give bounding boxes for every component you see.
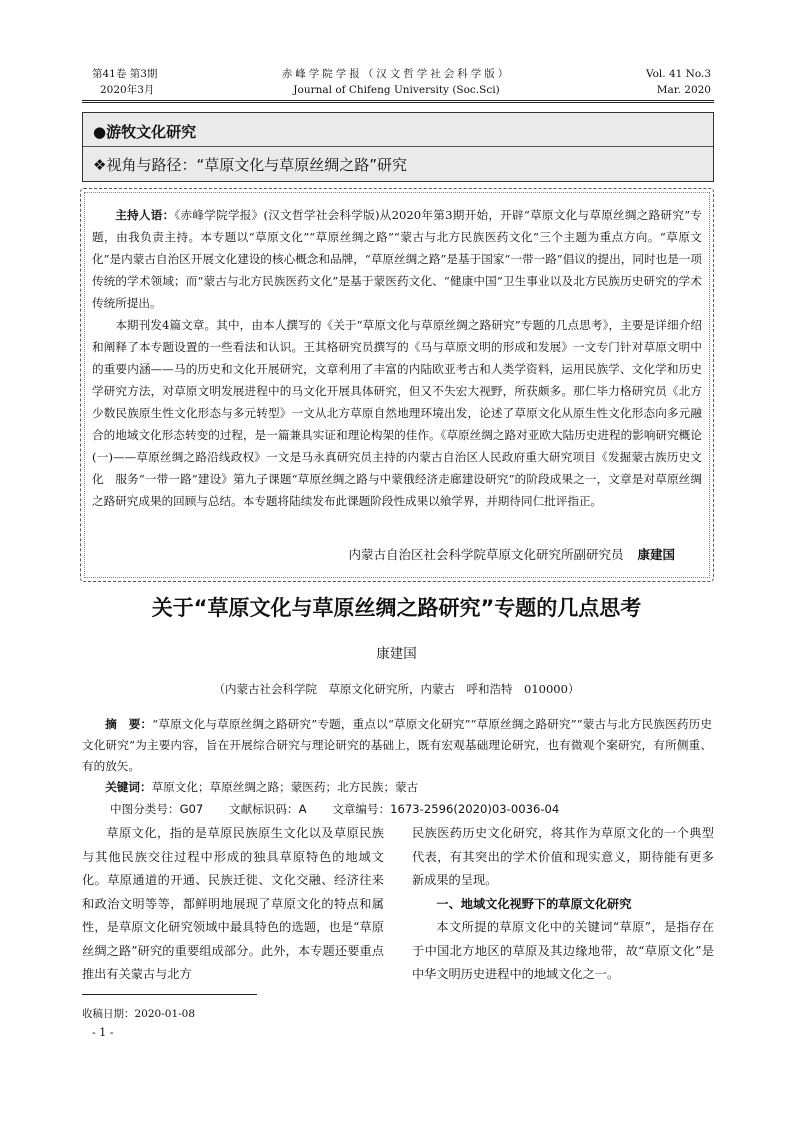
abstract-label: 摘 要： (105, 717, 153, 731)
abstract-text: “草原文化与草原丝绸之路研究”专题，重点以“草原文化研究”“草原丝绸之路研究”“蒙古与北方民族医药历史文化研究”为主要内容，旨在开展综合研究与理论研究的基础上，既有宏观基础理论研究，也有微观个案研究，有所侧重、有的放矢。 (82, 717, 712, 773)
header-rule (82, 100, 714, 106)
body-paragraph: 草原文化，指的是草原民族原生文化以及草原民族与其他民族交往过程中形成的独具草原特色的地域文化。草原通道的开通、民族迁徙、文化交融、经济往来和政治文明等等，都鲜明地展现了草原文化的特点和属性，是草原文化研究领域中最具特色的选题，也是“草原丝绸之路”研究的重要组成部分。此外，本专题还要重点推出有关蒙古与北方 (82, 826, 384, 981)
header-date: 2020年3月 (100, 84, 155, 96)
abstract-block (82, 714, 712, 798)
column-divider (83, 146, 713, 147)
header-journal-en: Journal of Chifeng University (Soc.Sci) (293, 84, 500, 96)
column-subtitle: ❖视角与路径：“草原文化与草原丝绸之路”研究 (93, 156, 407, 174)
signature-role: 内蒙古自治区社会科学院草原文化研究所副研究员 (348, 547, 624, 562)
received-date: 收稿日期：2020-01-08 (82, 1008, 196, 1020)
header-volume: 第41卷 第3期 (92, 68, 158, 80)
keywords-text: 草原文化；草原丝绸之路；蒙医药；北方民族；蒙古 (151, 780, 419, 794)
header-date-en: Mar. 2020 (656, 84, 711, 96)
document-code: 文献标识码：A (229, 802, 307, 816)
body-column-left (82, 822, 384, 987)
header-vol-en: Vol. 41 No.3 (645, 68, 711, 80)
article-author: 康建国 (376, 646, 417, 662)
body-column-right (412, 822, 714, 987)
body-paragraph-continued: 民族医药历史文化研究，将其作为草原文化的一个典型代表，有其突出的学术价值和现实意义，期待能有更多新成果的呈现。 (412, 826, 714, 887)
signature-name: 康建国 (637, 547, 675, 562)
section-heading: 一、地域文化视野下的草原文化研究 (436, 896, 632, 911)
host-intro-paragraph-2: 本期刊发4篇文章。其中，由本人撰写的《关于“草原文化与草原丝绸之路研究”专题的几点思考》，主要是详细介绍和阐释了本专题设置的一些看法和认识。王其格研究员撰写的《马与草原文明的形成和发展》一文专门针对草原文明中的重要内涵——马的历史和文化开展研究，文章利用了丰富的内陆欧亚考古和人类学资料，运用民族学、文化学和历史学研究方法，对草原文明发展进程中的马文化开展具体研究，但又不失宏大视野，所获颇多。那仁毕力格研究员《北方少数民族原生性文化形态与多元转型》一文从北方草原自然地理环境出发，论述了草原文化从原生性文化形态向多元融合的地域文化形态转变的过程，是一篇兼具实证和理论构架的佳作。《草原丝绸之路对亚欧大陆历史进程的影响研究概论(一)——草原丝绸之路沿线政权》一文是马永真研究员主持的内蒙古自治区人民政府重大研究项目《发掘蒙古族历史文化 服务“一带一路”建设》第九子课题“草原丝绸之路与中蒙俄经济走廊建设研究”的阶段成果之一，文章是对草原丝绸之路研究成果的回顾与总结。本专题将陆续发布此课题阶段性成果以飨学界，并期待同仁批评指正。 (92, 318, 702, 508)
clc-number: 中图分类号：G07 (110, 802, 204, 816)
host-intro-paragraph-1 (92, 204, 702, 314)
host-label: 主持人语： (115, 208, 175, 222)
article-affiliation: （内蒙古社会科学院 草原文化研究所，内蒙古 呼和浩特 010000） (213, 682, 580, 696)
article-title: 关于“草原文化与草原丝绸之路研究”专题的几点思考 (151, 596, 642, 620)
column-banner (82, 112, 714, 182)
body-paragraph: 本文所提的草原文化中的关键词“草原”，是指存在于中国北方地区的草原及其边缘地带，故“草原文化”是中华文明历史进程中的地域文化之一。 (412, 920, 714, 981)
keywords (82, 777, 712, 798)
footnote-rule (82, 994, 257, 995)
abstract (82, 714, 712, 777)
host-intro-text-1: 《赤峰学院学报》(汉文哲学社会科学版)从2020年第3期开始，开辟“草原文化与草原丝绸之路研究”专题，由我负责主持。本专题以“草原文化”“草原丝绸之路”“蒙古与北方民族医药文化”三个主题为重点方向。“草原文化”是内蒙古自治区开展文化建设的核心概念和品牌，“草原丝绸之路”是基于国家“一带一路”倡议的提出，同时也是一项传统的学术领域；而“蒙古与北方民族医药文化”是基于蒙医药文化、“健康中国”卫生事业以及北方民族历史研究的学术传统所提出。 (92, 208, 702, 310)
keywords-label: 关键词： (105, 780, 152, 794)
host-signature (348, 545, 675, 563)
article-number: 文章编号：1673-2596(2020)03-0036-04 (332, 802, 560, 816)
article-metadata (110, 801, 581, 817)
host-intro (92, 204, 702, 512)
page-number: - 1 - (92, 1026, 114, 1039)
header-journal-cn: 赤峰学院学报（汉文哲学社会科学版） (281, 68, 512, 80)
column-name: ●游牧文化研究 (93, 123, 197, 141)
